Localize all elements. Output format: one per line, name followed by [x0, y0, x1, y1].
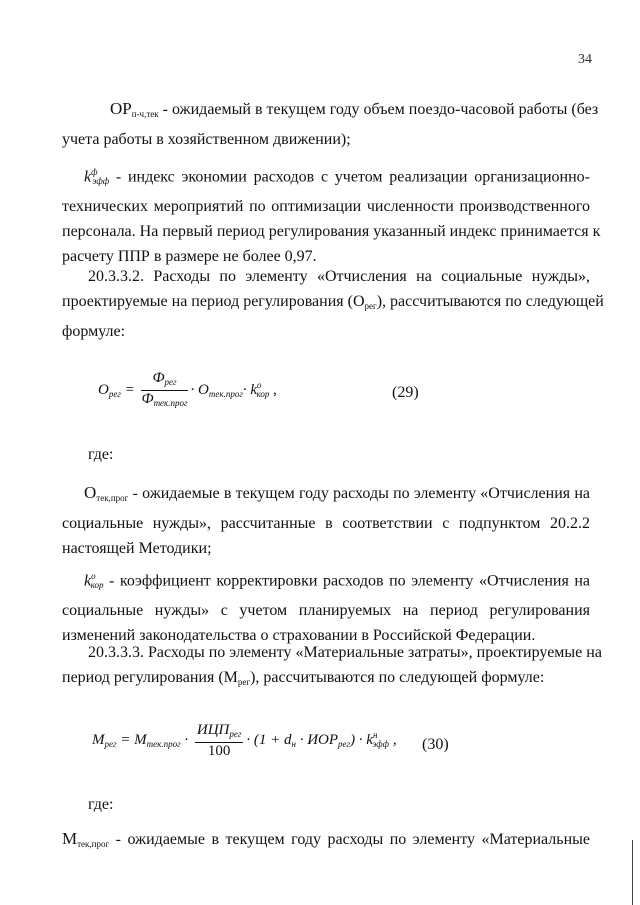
paragraph-20-3-3-3-line-1: 20.3.3.3. Расходы по элементу «Материальные затраты», проектируемые на — [88, 644, 602, 661]
definition-k-eff-line-3: персонала. На первый период регулирования указанный индекс принимается к — [62, 223, 601, 241]
formula-30: $M_{рег} = M_{тек.прог}$ · $\frac{ИЦП_{рег}}{100}$ · $(1 + d_н \cdot ИОР_{рег}) \cdot k^н_{эфф}$ , — [92, 722, 397, 759]
definition-k-eff-line-2: технических мероприятий по оптимизации численности производственного — [62, 198, 590, 216]
definition-or-line-1: $ОР_{п-ч,тек}$ - ожидаемый в текущем году объем поездо-часовой работы (без — [110, 99, 599, 119]
paragraph-20-3-3-3 — [62, 640, 602, 695]
definition-or — [62, 96, 599, 152]
definition-k-eff-line-1: $k^ф_{эфф}$ - индекс экономии расходов с учетом реализации организационно- — [84, 167, 590, 187]
formula-29: $O_{рег}$ = $\frac{Ф_{рег}}{Ф_{тек.прог}}$ · $O_{тек.прог}\cdot k^o_{кор}$ , — [98, 370, 277, 411]
definition-o-tek-line-3: настоящей Методики; — [62, 540, 212, 557]
paragraph-20-3-3-2-line-2: проектируемые на период регулирования $(О_{рег})$, рассчитываются по следующей — [62, 293, 604, 311]
formula-30-fraction: $\frac{ИЦП_{рег}}{100}$ — [196, 722, 242, 759]
where-label-2: где: — [88, 796, 114, 813]
definition-o-tek — [62, 480, 590, 561]
paragraph-20-3-3-2-line-1: 20.3.3.2. Расходы по элементу «Отчисления на социальные нужды», — [88, 268, 590, 285]
where-label-1: где: — [88, 446, 114, 463]
definition-m-tek — [62, 826, 590, 857]
definition-k-kor-line-2: социальные нужды» с учетом планируемых на период регулирования — [62, 602, 590, 620]
definition-m-tek-line-1: $М_{тек,прог}$ - ожидаемые в текущем году расходы по элементу «Материальные — [62, 829, 590, 849]
definition-k-eff — [62, 160, 601, 269]
definition-o-tek-line-2: социальные нужды», рассчитанные в соответствии с подпунктом 20.2.2 — [62, 515, 590, 532]
definition-k-kor-line-3: изменений законодательства о страховании в Российской Федерации. — [62, 627, 536, 645]
scan-edge-line — [632, 840, 633, 905]
paragraph-20-3-3-2 — [62, 264, 604, 344]
definition-k-kor-line-1: $k^o_{кор}$ - коэффициент корректировки расходов по элементу «Отчисления на — [84, 571, 590, 591]
definition-o-tek-line-1: $О_{тек,прог}$ - ожидаемые в текущем году расходы по элементу «Отчисления на — [84, 483, 590, 503]
paragraph-20-3-3-2-line-3: формуле: — [62, 323, 126, 340]
definition-k-eff-line-4: расчету ППР в размере не более 0,97. — [62, 248, 317, 266]
equation-number-29: (29) — [392, 384, 419, 401]
definition-or-line-2: учета работы в хозяйственном движении); — [62, 131, 351, 148]
equation-number-30: (30) — [422, 736, 449, 753]
page-number: 34 — [578, 52, 592, 67]
paragraph-20-3-3-3-line-2: период регулирования $(М_{рег})$, рассчитываются по следующей формуле: — [62, 669, 545, 687]
formula-29-fraction: $\frac{Ф_{рег}}{Ф_{тек.прог}}$ — [141, 370, 188, 408]
definition-k-kor — [62, 564, 590, 648]
